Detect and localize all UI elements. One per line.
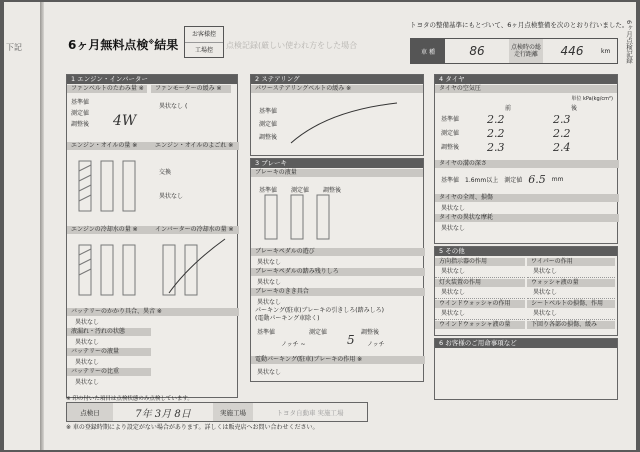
shop-label: 実施工場 [213, 403, 253, 421]
other-item-6: ウインドウォッシャ液の量 [435, 321, 525, 329]
margin-text: 下記 [6, 43, 22, 52]
parking-label: パーキング(駐車)ブレーキの引きしろ(踏みしろ) [255, 307, 384, 314]
front-meas: 2.2 [487, 127, 505, 140]
brake-ok-2: 異状なし [257, 279, 282, 286]
battery-fluid-label: バッテリーの液量 [67, 348, 151, 356]
rear-adj: 2.4 [553, 141, 571, 154]
brake-section [250, 158, 424, 382]
intro-text: トヨタの整備基準にもとづいて、6ヶ月点検整備を次のとおり行いました。 [410, 21, 629, 29]
engine-section: 1 エンジン・インバーター ファンベルトのたわみ量 ※ ファンモーターの緩み ※ 基準値 測定値 調整後 4W 異状なし ( エンジン・オイルの量 ※ エンジン・オイルのよごれ ※ 交換 異状なし エンジンの冷却水の量 ※ インバーターの冷却水の量 ※ バッテリーのかかり具合、異音 ※ 液漏れ・汚れの状態 バッテリーの液量 バッテリーの比重 異状なし 異状なし 異状なし 異状なし [66, 74, 238, 398]
bf-adj: 調整後 [323, 187, 342, 194]
fan-motor-label: ファンモーターの緩み ※ [151, 85, 231, 93]
model-label: 車 種 [411, 39, 445, 63]
row-ok-3: 異状なし [75, 359, 100, 366]
rear-meas: 2.2 [553, 127, 571, 140]
side-tab: 6ヶ月点検記録 [625, 20, 633, 64]
mileage-unit: km [601, 47, 611, 55]
tire-unit: 単位 kPa(kg/cm²) [571, 96, 613, 102]
other-section: 5 その他 方向指示器の作用 異状なし 灯火装置の作用 異状なし ウインドウォッシャの作用 異状なし ウインドウォッシャ液の量 ワイパーの作用 異状なし ウォッシャ液の量 異状なし シートベルトの損傷、作用 異状なし 下回り各部の損傷、緩み [434, 246, 618, 336]
bf-std: 基準値 [259, 187, 278, 194]
mileage-box [410, 38, 618, 64]
date-label: 点検日 [67, 403, 113, 421]
inspection-footer-box [66, 402, 368, 422]
steer-std: 基準値 [259, 108, 278, 115]
tire-adj: 調整後 [441, 144, 460, 151]
belt-std: 基準値 [71, 99, 90, 106]
other-item-2: 灯火装置の作用 [435, 279, 525, 287]
pedal-play-label: ブレーキペダルの遊び [251, 248, 425, 256]
notch-unit: ノッチ [367, 341, 385, 348]
tire-ok-2: 異状なし [441, 225, 466, 232]
tire-front: 前 [505, 105, 512, 112]
row-ok-1: 異状なし [75, 319, 100, 326]
copy-kind-shop: 工場控 [194, 47, 213, 54]
brake-ok-4: 異状なし [257, 369, 282, 376]
tire-section [434, 74, 618, 244]
oil-exchange: 交換 [159, 169, 172, 176]
tire-pressure-label: タイヤの空気圧 [435, 85, 617, 93]
copy-kind-customer: お客様控 [185, 27, 223, 43]
fluid-state-label: 液漏れ・汚れの状態 [67, 328, 151, 336]
brake-fluid-label: ブレーキの液量 [251, 169, 423, 177]
steering-sub: パワーステアリングベルトの緩み ※ [251, 85, 423, 93]
belt-adj: 調整後 [71, 121, 90, 128]
groove-label: タイヤの溝の深さ [435, 160, 619, 168]
park-adj: 調整後 [361, 329, 380, 336]
coolant-gauge-diagram [75, 235, 145, 301]
park-std: 基準値 [257, 329, 276, 336]
belt-handwritten: 4W [113, 113, 137, 129]
tire-header: 4 タイヤ [435, 75, 617, 84]
row-ok-4: 異状なし [75, 379, 100, 386]
model-value: 86 [469, 44, 485, 58]
battery-sg-label: バッテリーの比重 [67, 368, 151, 376]
steer-strike [287, 101, 407, 149]
groove-std-value: 1.6mm以上 [465, 177, 499, 184]
page-title: 6ヶ月無料点検※結果 [68, 38, 179, 52]
groove-value: 6.5 [528, 173, 546, 186]
parking-value: 5 [347, 333, 355, 347]
coolant-label: エンジンの冷却水の量 ※ [67, 226, 151, 234]
parking-label-2: (電動パーキング車除く) [255, 315, 320, 322]
bleed-through-text: 点検記録(厳しい使われ方をした場合 [226, 41, 358, 50]
park-meas: 測定値 [309, 329, 328, 336]
customer-section [434, 338, 618, 400]
other-item-0: 方向指示器の作用 [435, 258, 525, 266]
oil-amount-label: エンジン・オイルの量 ※ [67, 142, 151, 150]
tire-wear-label: タイヤの異状な摩耗 [435, 214, 619, 222]
oil-dirt-label: エンジン・オイルのよごれ ※ [151, 142, 239, 150]
tire-damage-label: タイヤの全周、損傷 [435, 194, 619, 202]
other-item-4: ウインドウォッシャの作用 [435, 300, 525, 308]
engine-header: 1 エンジン・インバーター [67, 75, 237, 84]
electric-parking-label: 電動パーキング(駐車)ブレーキの作用 ※ [251, 356, 425, 364]
steering-header: 2 ステアリング [251, 75, 423, 84]
brake-ok-1: 異状なし [257, 259, 282, 266]
inspection-date: 7年 3月 8日 [135, 408, 191, 420]
footnote-1: ※ 印の付いた項目は点検状態のみ点検しています。 [66, 396, 193, 402]
pedal-margin-label: ブレーキペダルの踏み残りしろ [251, 268, 425, 276]
steer-adj: 調整後 [259, 134, 278, 141]
oil-ok: 異状なし [159, 193, 184, 200]
battery-condition-label: バッテリーのかかり具合、異音 ※ [67, 308, 239, 316]
front-adj: 2.3 [487, 141, 505, 154]
brake-effect-label: ブレーキのきき具合 [251, 288, 425, 296]
other-item-7: 下回り各部の損傷、緩み [527, 321, 615, 329]
belt-label: ファンベルトのたわみ量 ※ [67, 85, 147, 93]
bf-meas: 測定値 [291, 187, 310, 194]
brake-fluid-diagram [261, 193, 341, 241]
other-item-3: ウォッシャ液の量 [527, 279, 615, 287]
shop-stamp-ghost: トヨタ自動車 実施工場 [276, 408, 344, 417]
groove-std-label: 基準値 [441, 177, 460, 184]
other-item-5: シートベルトの損傷、作用 [527, 300, 615, 308]
groove-meas-label: 測定値 [504, 177, 523, 184]
tire-ok-1: 異状なし [441, 205, 466, 212]
row-ok-2: 異状なし [75, 339, 100, 346]
other-item-1: ワイパーの作用 [527, 258, 615, 266]
customer-header: 6 お客様のご用命事項など [435, 339, 617, 348]
other-header: 5 その他 [435, 247, 617, 256]
binding-spine [40, 2, 44, 450]
steer-meas: 測定値 [259, 121, 278, 128]
belt-meas: 測定値 [71, 110, 90, 117]
tire-meas: 測定値 [441, 130, 460, 137]
notch-range: ノッチ ~ [281, 341, 306, 348]
footnote-2: ※ 車の登録時期により設定がない場合があります。詳しくは販売店へお問い合わせください。 [66, 424, 319, 431]
groove-unit: mm [551, 176, 564, 183]
tire-std: 基準値 [441, 116, 460, 123]
steering-section [250, 74, 424, 156]
oil-gauge-diagram [75, 151, 145, 217]
mileage-label: 点検時の総走行距離 [509, 39, 543, 63]
inspection-sheet [4, 2, 636, 450]
mileage-value: 446 [560, 44, 584, 58]
brake-header: 3 ブレーキ [251, 159, 423, 168]
inv-coolant-gauge-diagram [159, 235, 229, 301]
front-std: 2.2 [487, 113, 505, 126]
inv-coolant-label: インバーターの冷却水の量 ※ [151, 226, 239, 234]
rear-std: 2.3 [553, 113, 571, 126]
copy-kind-box [184, 26, 224, 58]
brake-ok-3: 異状なし [257, 299, 282, 306]
tire-rear: 後 [571, 105, 578, 112]
fan-ok: 異状なし [159, 103, 184, 110]
